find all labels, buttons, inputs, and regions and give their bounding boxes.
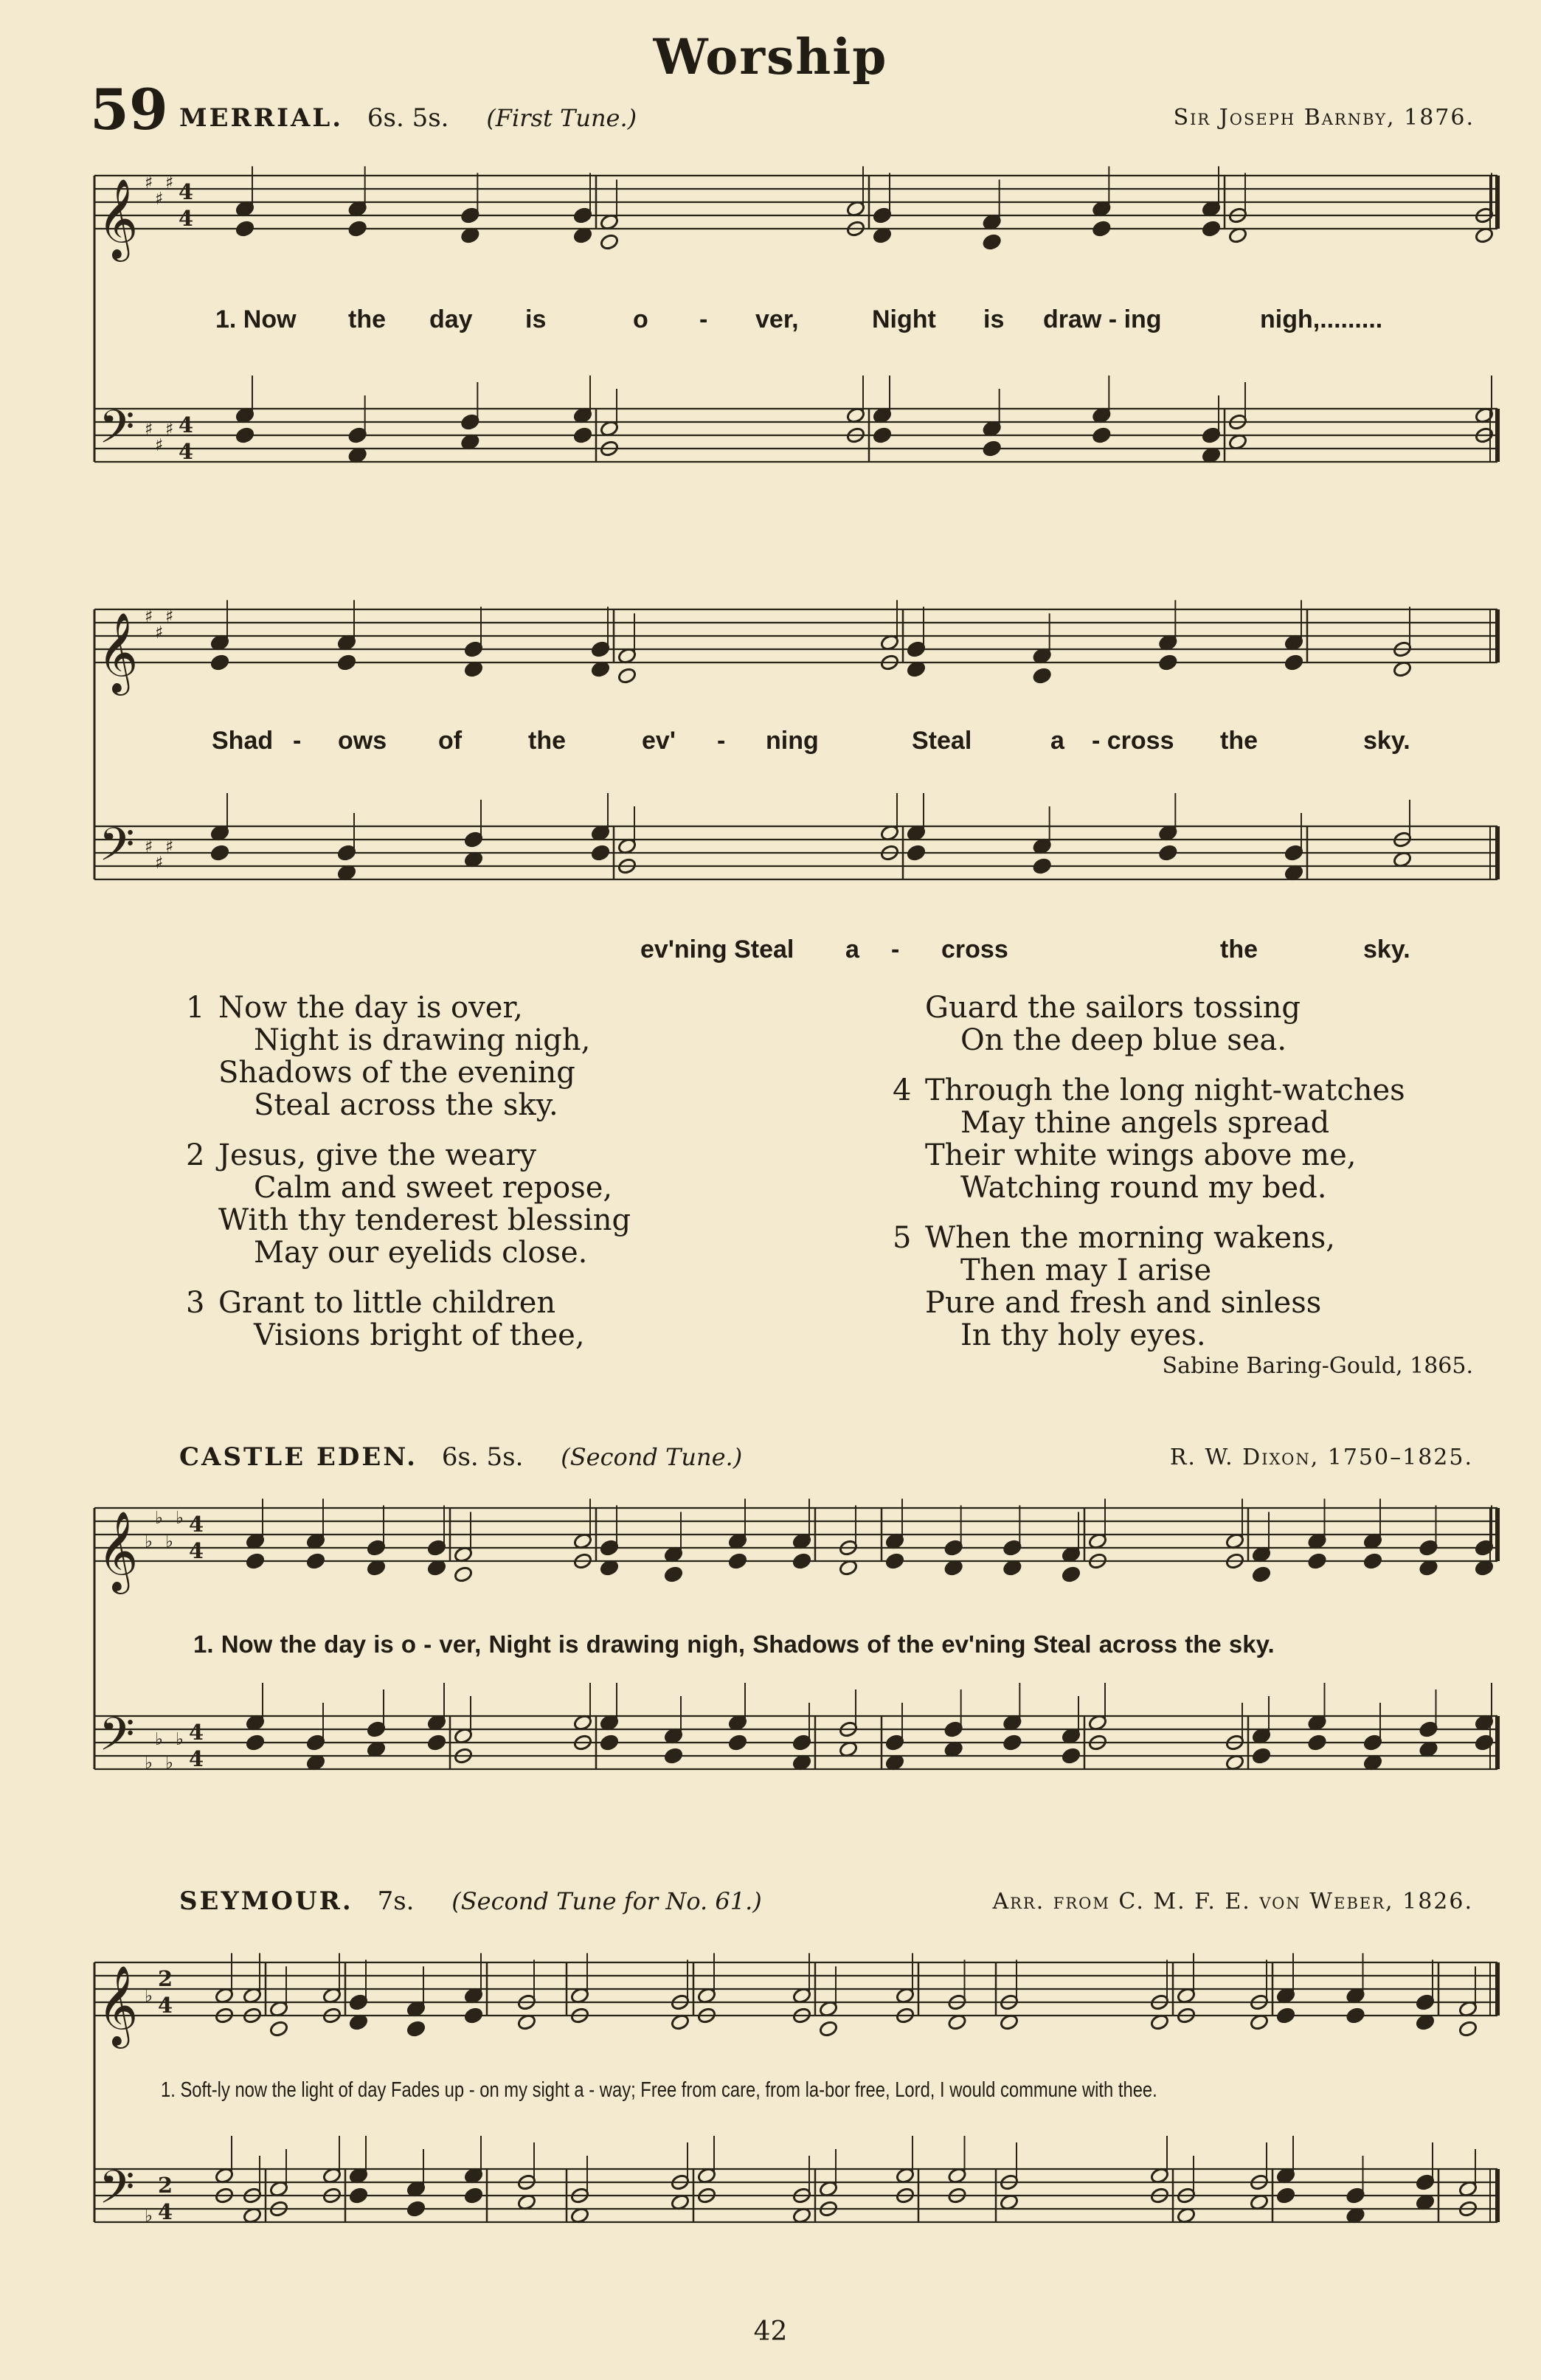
verse-number: 3 [186, 1286, 205, 1320]
verse-line: Steal across the sky. [254, 1088, 558, 1122]
bass-clef: 𝄢 [99, 2160, 135, 2225]
note-head [306, 1552, 326, 1570]
seymour-tune-header [179, 1886, 762, 1916]
note-head [1346, 2007, 1365, 2024]
note-head [337, 654, 357, 671]
note-head [1307, 1734, 1327, 1751]
note-head [907, 844, 927, 862]
verse-line: On the deep blue sea. [960, 1023, 1287, 1057]
seymour-lyrics: 1. Soft-ly now the light of day Fades up - on my sight a - way; Free from care, from la-bor free, Lord, I would commune with thee. [161, 2078, 1157, 2102]
lyric-syllable: Shad [212, 727, 274, 755]
note-head [982, 233, 1002, 251]
verse-5 [893, 1222, 1335, 1352]
verse-number: 4 [893, 1073, 912, 1107]
bass-clef: 𝄢 [99, 1707, 135, 1772]
note-head [1158, 844, 1178, 862]
verse-line: Night is drawing nigh, [254, 1023, 591, 1057]
accidental: ♯ [155, 621, 164, 643]
accidental: ♭ [155, 1506, 164, 1528]
verse-number: 2 [186, 1138, 205, 1172]
tune-composer: Sir Joseph Barnby, 1876. [1173, 105, 1475, 131]
lyric-syllable: the [1220, 935, 1258, 964]
accidental: ♯ [165, 418, 174, 440]
accidental: ♯ [145, 172, 153, 193]
accidental: ♭ [155, 1728, 164, 1749]
lyric-syllable: - [717, 727, 726, 755]
time-signature: 4 [189, 1538, 204, 1563]
note-head [885, 1552, 905, 1570]
tune-name: SEYMOUR. [179, 1886, 353, 1916]
lyric-syllable: Steal [912, 727, 972, 755]
note-head [210, 844, 230, 862]
lyric-syllable: - cross [1092, 727, 1174, 755]
treble-clef: 𝄞 [97, 1965, 139, 2046]
accidental: ♭ [176, 1506, 184, 1528]
note-head [269, 2020, 289, 2038]
note-head [1363, 1552, 1383, 1570]
accidental: ♭ [145, 1531, 153, 1552]
time-signature: 4 [158, 2199, 173, 2224]
lyric-syllable: Night [872, 305, 936, 333]
verse-line: Now the day is over, [218, 991, 523, 1025]
hymn-number: 59 [90, 77, 168, 142]
accidental: ♯ [165, 172, 174, 193]
accidental: ♭ [165, 1752, 174, 1774]
note-head [573, 426, 593, 444]
note-head [1276, 2007, 1296, 2024]
verse-line: Shadows of the evening [218, 1056, 575, 1090]
verse-line: Grant to little children [218, 1286, 556, 1320]
note-head [1252, 1747, 1272, 1765]
note-head [873, 426, 893, 444]
lyric-syllable: - [891, 935, 900, 964]
verse-line: Through the long night-watches [925, 1073, 1405, 1107]
verse-line: May our eyelids close. [254, 1236, 588, 1270]
accidental: ♯ [165, 836, 174, 857]
time-signature: 4 [179, 206, 194, 231]
accidental: ♭ [145, 1752, 153, 1774]
note-head [454, 1566, 474, 1583]
lyric-syllable: ows [338, 727, 387, 755]
treble-clef: 𝄞 [97, 1511, 139, 1591]
verse-2 [186, 1139, 631, 1269]
note-head [600, 233, 620, 251]
note-head [210, 654, 230, 671]
time-signature: 4 [189, 1512, 204, 1537]
verse-line: Pure and fresh and sinless [925, 1286, 1322, 1320]
note-head [1092, 220, 1112, 238]
accidental: ♯ [155, 851, 164, 873]
accidental: ♯ [155, 187, 164, 209]
lyric-syllable: the [348, 305, 386, 333]
verse-line: Their white wings above me, [925, 1138, 1357, 1172]
note-head [792, 1552, 812, 1570]
note-head [347, 220, 367, 238]
lyric-syllable: is [525, 305, 547, 333]
lyric-syllable: day [429, 305, 473, 333]
lyric-syllable: ev' [642, 727, 676, 755]
verse-4 [893, 1074, 1405, 1204]
second-tune-header [179, 1442, 742, 1472]
bass-clef: 𝄢 [99, 400, 135, 465]
lyric-syllable: - [699, 305, 708, 333]
bass-clef: 𝄢 [99, 817, 135, 882]
time-signature: 4 [189, 1746, 204, 1771]
accidental: ♯ [145, 606, 153, 627]
verse-author: Sabine Baring-Gould, 1865. [1162, 1353, 1473, 1379]
note-head [617, 667, 637, 685]
time-signature: 4 [179, 439, 194, 464]
verse-1 [186, 992, 590, 1121]
lyric-syllable: o [633, 305, 648, 333]
note-head [591, 844, 611, 862]
verse-line: In thy holy eyes. [960, 1318, 1206, 1352]
note-head [1002, 1734, 1022, 1751]
note-head [728, 1552, 748, 1570]
lyric-syllable: a [845, 935, 859, 964]
page-title: Worship [653, 28, 888, 86]
tune-note: (Second Tune.) [561, 1443, 743, 1471]
note-head [1475, 1734, 1495, 1751]
note-head [464, 2007, 484, 2024]
note-head [664, 1747, 684, 1765]
note-head [1458, 2020, 1478, 2038]
note-head [246, 1552, 266, 1570]
time-signature: 4 [179, 412, 194, 437]
accidental: ♭ [145, 2205, 153, 2227]
note-head [235, 220, 255, 238]
note-head [819, 2020, 839, 2038]
verse-line: Then may I arise [960, 1253, 1212, 1287]
verse-line: Watching round my bed. [960, 1171, 1327, 1205]
note-head [1284, 654, 1304, 671]
lyric-syllable: ver, [755, 305, 799, 333]
note-head [349, 2187, 369, 2204]
note-head [1252, 1566, 1272, 1583]
accidental: ♭ [145, 1985, 153, 2007]
accidental: ♯ [145, 418, 153, 440]
lyric-syllable: ning [766, 727, 819, 755]
note-head [1032, 857, 1052, 875]
second-tune-lyrics: 1. Now the day is o - ver, Night is drawing nigh, Shadows of the ev'ning Steal across the sky. [193, 1630, 1275, 1658]
verse-3 [186, 1287, 585, 1352]
note-head [235, 426, 255, 444]
verse-line: Jesus, give the weary [218, 1138, 537, 1172]
verse-line: May thine angels spread [960, 1106, 1330, 1140]
note-head [982, 440, 1002, 457]
lyric-syllable: 1. Now [215, 305, 297, 333]
verse-3-continued [893, 992, 1301, 1056]
accidental: ♭ [165, 1531, 174, 1552]
tune-name: MERRIAL. [179, 103, 344, 133]
lyric-syllable: the [528, 727, 566, 755]
verse-line: With thy tenderest blessing [218, 1203, 631, 1237]
tune-note: (First Tune.) [486, 104, 637, 132]
lyric-syllable: sky. [1363, 935, 1410, 964]
note-head [664, 1566, 684, 1583]
tune-composer: Arr. from C. M. F. E. von Weber, 1826. [992, 1889, 1473, 1914]
accidental: ♯ [145, 836, 153, 857]
note-head [600, 1734, 620, 1751]
note-head [1062, 1566, 1081, 1583]
tune-note: (Second Tune for No. 61.) [451, 1887, 762, 1915]
lyric-syllable: draw - ing [1043, 305, 1162, 333]
note-head [406, 2200, 426, 2218]
lyric-syllable: ev'ning Steal [640, 935, 794, 964]
accidental: ♭ [176, 1728, 184, 1749]
time-signature: 4 [158, 1993, 173, 2018]
treble-clef: 𝄞 [97, 612, 139, 693]
tune-composer: R. W. Dixon, 1750–1825. [1169, 1445, 1473, 1470]
verse-line: When the morning wakens, [925, 1221, 1336, 1255]
tune-meter: 7s. [377, 1886, 415, 1916]
verse-line: Calm and sweet repose, [254, 1171, 613, 1205]
note-head [246, 1734, 266, 1751]
accidental: ♯ [165, 606, 174, 627]
verse-line: Guard the sailors tossing [925, 991, 1301, 1025]
lyric-syllable: cross [941, 935, 1008, 964]
time-signature: 4 [189, 1720, 204, 1745]
lyric-syllable: of [438, 727, 463, 755]
note-head [1032, 667, 1052, 685]
note-head [728, 1734, 748, 1751]
verse-number: 5 [893, 1221, 912, 1255]
tune-meter: 6s. 5s. [441, 1442, 524, 1472]
note-head [1307, 1552, 1327, 1570]
time-signature: 2 [158, 2173, 173, 2198]
verse-number: 1 [186, 991, 205, 1025]
lyric-syllable: sky. [1363, 727, 1410, 755]
treble-clef: 𝄞 [97, 179, 139, 259]
tune-name: CASTLE EDEN. [179, 1442, 418, 1472]
page-number: 42 [753, 2317, 788, 2347]
time-signature: 4 [179, 179, 194, 204]
accidental: ♯ [155, 434, 164, 455]
note-head [1202, 220, 1222, 238]
lyric-syllable: a [1050, 727, 1064, 755]
lyric-syllable: - [293, 727, 302, 755]
note-head [1062, 1747, 1081, 1765]
note-head [406, 2020, 426, 2038]
lyric-syllable: nigh,......... [1260, 305, 1383, 333]
note-head [1276, 2187, 1296, 2204]
verse-line: Visions bright of thee, [254, 1318, 585, 1352]
tune-meter: 6s. 5s. [367, 103, 449, 133]
time-signature: 2 [158, 1966, 173, 1991]
lyric-syllable: is [983, 305, 1005, 333]
note-head [427, 1734, 447, 1751]
note-head [1092, 426, 1112, 444]
lyric-syllable: the [1220, 727, 1258, 755]
note-head [1158, 654, 1178, 671]
note-head [464, 2187, 484, 2204]
